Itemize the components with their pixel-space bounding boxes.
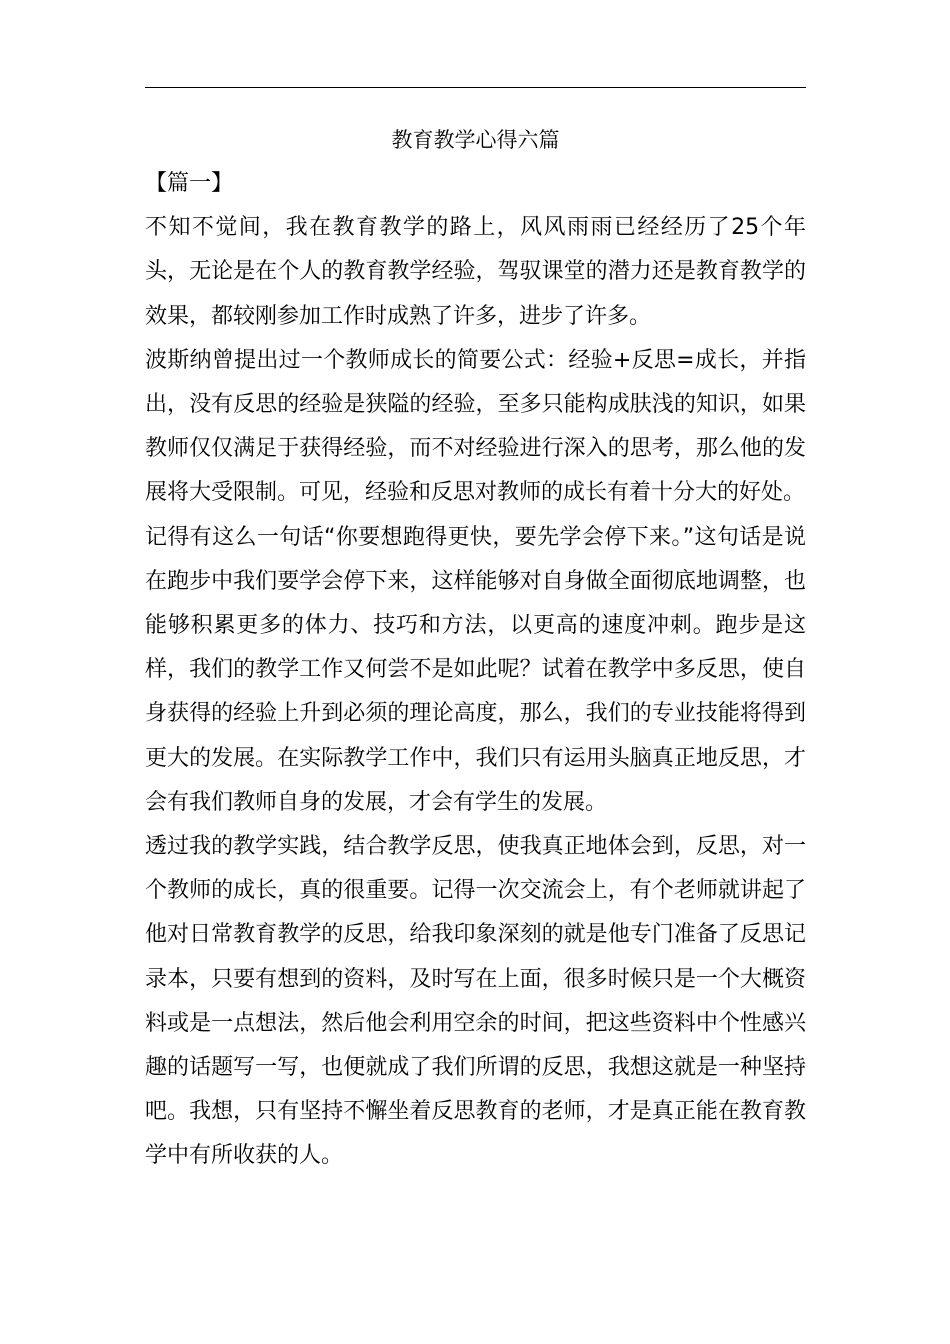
paragraph-1: 不知不觉间，我在教育教学的路上，风风雨雨已经经历了25个年头，无论是在个人的教育教学经验，驾驭课堂的潜力还是教育教学的效果，都较刚参加工作时成熟了许多，进步了许多。 — [145, 215, 806, 329]
paragraph-2: 波斯纳曾提出过一个教师成长的简要公式：经验+反思=成长，并指出，没有反思的经验是狭隘的经验，至多只能构成肤浅的知识，如果教师仅仅满足于获得经验，而不对经验进行深入的思考，那么他的发展将大受限制。可见，经验和反思对教师的成长有着十分大的好处。 — [145, 347, 806, 506]
header-rule — [145, 87, 806, 88]
paragraph-4: 透过我的教学实践，结合教学反思，使我真正地体会到，反思，对一个教师的成长，真的很重要。记得一次交流会上，有个老师就讲起了他对日常教育教学的反思，给我印象深刻的就是他专门准备了反思记录本，只要有想到的资料，及时写在上面，很多时候只是一个大概资料或是一点想法，然后他会利用空余的时间，把这些资料中个性感兴趣的话题写一写，也便就成了我们所谓的反思，我想这就是一种坚持吧。我想，只有坚持不懈坐着反思教育的老师，才是真正能在教育教学中有所收获的人。 — [145, 834, 806, 1169]
section-label: 【篇一】 — [145, 171, 234, 196]
paragraph-3: 记得有这么一句话“你要想跑得更快，要先学会停下来。”这句话是说在跑步中我们要学会停下来，这样能够对自身做全面彻底地调整，也能够积累更多的体力、技巧和方法，以更高的速度冲刺。跑步是这样，我们的教学工作又何尝不是如此呢？试着在教学中多反思，使自身获得的经验上升到必须的理论高度，那么，我们的专业技能将得到更大的发展。在实际教学工作中，我们只有运用头脑真正地反思，才会有我们教师自身的发展，才会有学生的发展。 — [145, 524, 806, 815]
document-body — [145, 162, 806, 1179]
document-title: 教育教学心得六篇 — [391, 128, 560, 152]
